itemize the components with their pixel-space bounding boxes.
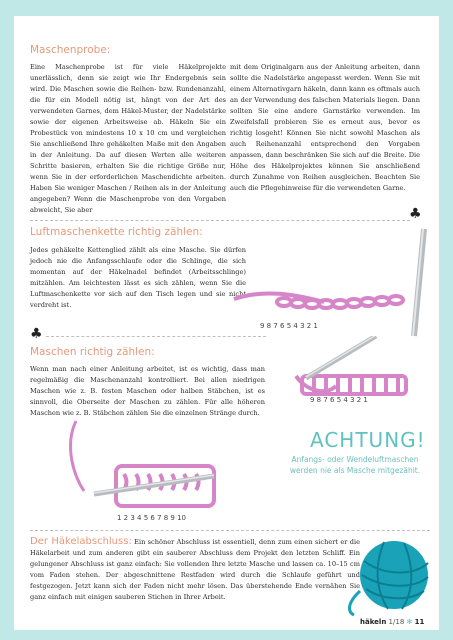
section-heading-maschen: Maschen richtig zählen: bbox=[30, 346, 155, 358]
achtung-title: ACHTUNG! bbox=[310, 428, 426, 452]
chain-illustration bbox=[224, 224, 439, 339]
swatch-illustration bbox=[64, 416, 234, 526]
page-frame-left bbox=[0, 0, 14, 640]
maschenprobe-col2: mit dem Originalgarn aus der Anleitung arbeiten, dann sollte die Nadelstärke angepasst werden. Wenn Sie mit einem Alternativgarn häkeln, dann kann es oftmals auch an der Verwendung des falschen Materials liegen. Dann sollten Sie eine andere Garnstärke verwenden. Im Zweifelsfall probieren Sie es erneut aus, bevor es richtig losgeht! Können Sie nicht sowohl Maschen als auch Reihenanzahl entsprechend den Vorgaben anpassen, dann beschränken Sie sich auf die Breite. Die Höhe des Häkelprojektes können Sie anschließend durch Zunahme von Reihen ausgleichen. Beachten Sie auch die Pflegehinweise für die verwendeten Garne. bbox=[230, 63, 420, 192]
achtung-note bbox=[270, 454, 440, 476]
clubs-icon: ♣ bbox=[30, 326, 43, 342]
section-heading-maschenprobe: Maschenprobe: bbox=[30, 44, 111, 56]
luftmaschen-body: Jedes gehäkelte Kettenglied zählt als eine Masche. Sie dürfen jedoch nie die Anfangsschlaufe oder die Schlinge, die sich momentan auf der Häkelnadel befindet (Arbeitsschlinge) mitzählen. Am leichtesten lässt es sich zählen, wenn Sie die Luftmaschenkette vor sich auf den Tisch legen und sie nicht verdreht ist. bbox=[30, 246, 246, 309]
page-frame-top bbox=[0, 0, 453, 16]
achtung-line-1: Anfangs- oder Wendeluftmaschen bbox=[291, 455, 419, 464]
maschenprobe-col1: Eine Maschenprobe ist für viele Häkelprojekte unerlässlich, denn sie zeigt wie Ihr Endergebnis sein wird. Die Maschen sowie die Reihen- bzw. Rundenanzahl, die für ein Modell nötig ist, hängt von der Art des verwendeten Garnes, dem Häkel-Muster, der Nadelstärke sowie der eigenen Arbeitsweise ab. Häkeln Sie ein Probestück von mindestens 10 x 10 cm und vergleichen Sie anschließend Ihre gehäkelten Maße mit den Angaben in der Anleitung. Da auf diesen Werten alle weiteren Schritte basieren, erhalten Sie die richtige Größe nur, wenn Sie in der erforderlichen Maschendichte arbeiten. Haben Sie weniger Maschen / Reihen als in der Anleitung angegeben? Wenn die Maschenprobe von den Vorgaben abweicht, Sie aber bbox=[30, 63, 226, 214]
page-frame-right bbox=[439, 0, 453, 640]
section-heading-abschluss: Der Häkelabschluss: bbox=[30, 536, 132, 547]
footer-issue: 1/18 bbox=[388, 618, 405, 626]
footer-ornament-icon: ✻ bbox=[406, 618, 413, 626]
yarn-ball bbox=[344, 531, 439, 616]
abschluss-text bbox=[30, 536, 360, 603]
divider bbox=[30, 220, 410, 221]
stitch-count-labels-left: 1 2 3 4 5 6 7 8 9 10 bbox=[117, 514, 187, 522]
chain-count-labels: 9 8 7 6 5 4 3 2 1 bbox=[260, 322, 318, 330]
footer bbox=[360, 618, 424, 626]
page-frame-bottom bbox=[0, 630, 453, 640]
maschen-body: Wenn man nach einer Anleitung arbeitet, ist es wichtig, dass man regelmäßig die Maschenanzahl kontrolliert. Bei allen niedrigen Maschen wie z. B. festen Maschen oder halben Stäbchen, ist es sinnvoll, die Oberseite der Maschen zu zählen. Für alle höheren Maschen wie z. B. Stäbchen zählen Sie die einzelnen Stränge durch. bbox=[30, 365, 265, 417]
page bbox=[14, 16, 439, 630]
stitch-count-labels-right: 9 8 7 6 5 4 3 2 1 bbox=[310, 396, 368, 404]
page-number: 11 bbox=[414, 618, 425, 626]
footer-magazine: häkeln bbox=[360, 618, 387, 626]
section-heading-luftmaschen: Luftmaschenkette richtig zählen: bbox=[30, 226, 203, 238]
achtung-line-2: werden nie als Masche mitgezählt. bbox=[289, 466, 421, 475]
divider bbox=[46, 336, 266, 337]
clubs-icon: ♣ bbox=[409, 206, 422, 222]
abschluss-body: Ein schöner Abschluss ist essentiell, denn zum einen sichert er die Häkelarbeit und zum anderen gibt ein sauberer Abschluss dem Projekt den letzten Schliff. Ein gelungener Abschluss ist ganz einfach: Sie vollenden Ihre letzte Masche und lassen ca. 10–15 cm vom Faden stehen. Der abgeschnittene Restfaden wird durch die Schlaufe geführt und festgezogen. Jetzt kann sich der Faden nicht mehr lösen. Das überstehende Ende vernähen Sie ganz einfach mit einigen sauberen Stichen in Ihrer Arbeit. bbox=[30, 538, 360, 601]
stitch-row-illustration bbox=[276, 336, 436, 416]
